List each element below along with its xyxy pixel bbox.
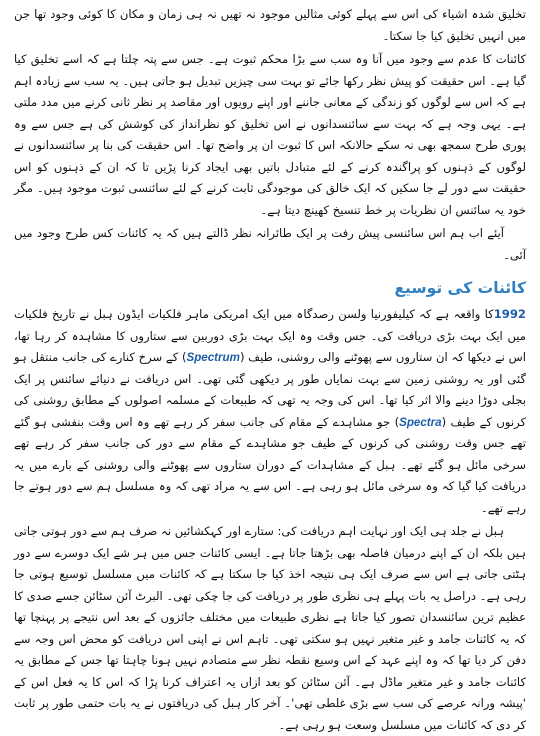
term-spectrum: Spectrum: [186, 351, 240, 364]
paragraph-scientific-progress-intro: آیئے اب ہم اس سائنسی پیش رفت پر ایک طائرانہ نظر ڈالتے ہیں کہ یہ کائنات کس طرح وجود میں آئی۔: [14, 226, 526, 262]
section-heading-expansion: کائنات کی توسیع: [394, 279, 526, 297]
highlighted-year: 1992: [493, 307, 526, 321]
term-spectra: Spectra: [399, 415, 442, 429]
paragraph-creation-no-precedent: تخلیق شدہ اشیاء کی اس سے پہلے کوئی مثالیں موجود نہ تھیں نہ ہی زمان و مکان کا کوئی وجود تھا جن میں انہیں تخلیق کیا جا سکتا۔: [14, 7, 526, 43]
paragraph-universe-from-nothing: کائنات کا عدم سے وجود میں آنا وہ سب سے بڑا محکم ثبوت ہے۔ جس سے پتہ چلتا ہے کہ اسے تخلیق کیا گیا ہے۔ اس حقیقت کو پیش نظر رکھا جائے تو بہت سی چیزیں تبدیل ہو جاتی ہیں۔ یہ سب سے زیادہ اہم ہے کہ اس سے لوگوں کو زندگی کے معانی جاننے اور اپنے رویوں اور مقاصد پر نظر ثانی کرنے میں مدد ملتی ہے۔ یہی وجہ ہے کہ بہت سے سائنسدانوں نے اس تخلیق کو نظرانداز کی کوشش کی ہے جس سے وہ پوری طرح سمجھ بھی نہ سکے حالانکہ اس کا ثبوت ان پر واضح تھا۔ اس حقیقت کی بنا پر سائنسدانوں نے لوگوں کے ذہنوں کو پراگندہ کرنے کے لئے متبادل باتیں بھی ایجاد کرنا پڑیں تا کہ ان کے ذہنوں کو اس حقیقت سے دور لے جا سکیں کہ ایک خالق کی موجودگی ثابت کرنے کے لئے سائنسی ثبوت موجود ہیں۔ مگر خود یہ سائنس ان نظریات پر خط تنسیخ کھینچ دیتا ہے۔: [14, 52, 526, 217]
paragraph-hubble-part-3: ) جو مشاہدے کے مقام کی جانب سفر کر رہے تھے وہ اس وقت بنفشی ہو گئے تھے جس وقت روشنی کی کرنوں کے طیف جو مشاہدے کے مقام سے دور کی جانب سفر کر رہے تھے سرخی مائل ہو گئے تھے۔ ہبل کے مشاہدات کے دوران ستاروں سے پھوٹنے والی روشنی کے بارے میں یہ دریافت کیا گیا کہ وہ سرخی مائل ہو رہی ہے۔ اس سے یہ مراد تھی کہ وہ مسلسل ہم سے دور ہوتے جا رہے تھے۔: [14, 414, 526, 515]
paragraph-hubble-part-1: کا واقعہ ہے کہ کیلیفورنیا ولسن رصدگاہ میں ایک امریکی ماہر فلکیات ایڈون ہبل نے تاریخ فلکیات میں ایک بہت بڑی دریافت کی۔ جس وقت وہ ایک بہت بڑی دوربین سے ستاروں کا مشاہدہ کر رہا تھا، اس نے دیکھا کہ ان ستاروں سے پھوٹنے والی روشنی، طیف (: [14, 307, 526, 364]
paragraph-hubble-part-2: ) کے سرخ کنارے کی جانب منتقل ہو گئی اور یہ روشنی زمین سے بہت نمایاں طور پر دیکھی گئی تھی۔ اس دریافت نے دنیائے سائنس پر ایک بجلی دوڑا دینے والا اثر کیا تھا۔ اس کی وجہ یہ تھی کہ طبیعات کے مسلمہ اصولوں کے مطابق روشنی کی کرنوں کے طیف (: [14, 350, 526, 429]
paragraph-hubble-discovery: [14, 304, 526, 519]
paragraph-expanding-universe: ہبل نے جلد ہی ایک اور نہایت اہم دریافت کی: ستارے اور کہکشائیں نہ صرف ہم سے دور ہوتی جاتی ہیں بلکہ ان کے اپنے درمیان فاصلہ بھی بڑھتا جاتا ہے۔ ایسی کائنات جس میں ہر شے ایک دوسرے سے دور ہٹتی جاتی ہے اس سے صرف ایک ہی نتیجہ اخذ کیا جا سکتا ہے کہ کائنات میں مسلسل توسیع ہوتی جا رہی ہے۔ دراصل یہ بات پہلے ہی نظری طور پر دریافت کی جا چکی تھی۔ البرٹ آئن سٹائن جسے صدی کا عظیم ترین سائنسدان تصور کیا جاتا ہے نظری طبیعات میں مختلف جائزوں کے بعد اس نتیجے پر پہنچا تھا کہ یہ کائنات جامد و غیر متغیر نہیں ہو سکتی تھی۔ تاہم اس نے اپنی اس دریافت کو محض اس وجہ سے دفن کر دیا تھا کہ وہ اپنے عہد کے اس وسیع نقطہ نظر سے متصادم نہیں ہونا چاہتا تھا جس کے مطابق یہ کائنات جامد و غیر متغیر ماڈل ہے۔ آئن سٹائن کو بعد ازاں یہ اعتراف کرنا پڑا کہ اس کا یہ فعل اس کے 'پیشہ ورانہ عرصے کی سب سے بڑی غلطی تھی'۔ آخر کار ہبل کی دریافتوں نے یہ بات حتمی طور پر ثابت کر دی کہ کائنات میں مسلسل وسعت ہو رہی ہے۔: [14, 524, 526, 732]
